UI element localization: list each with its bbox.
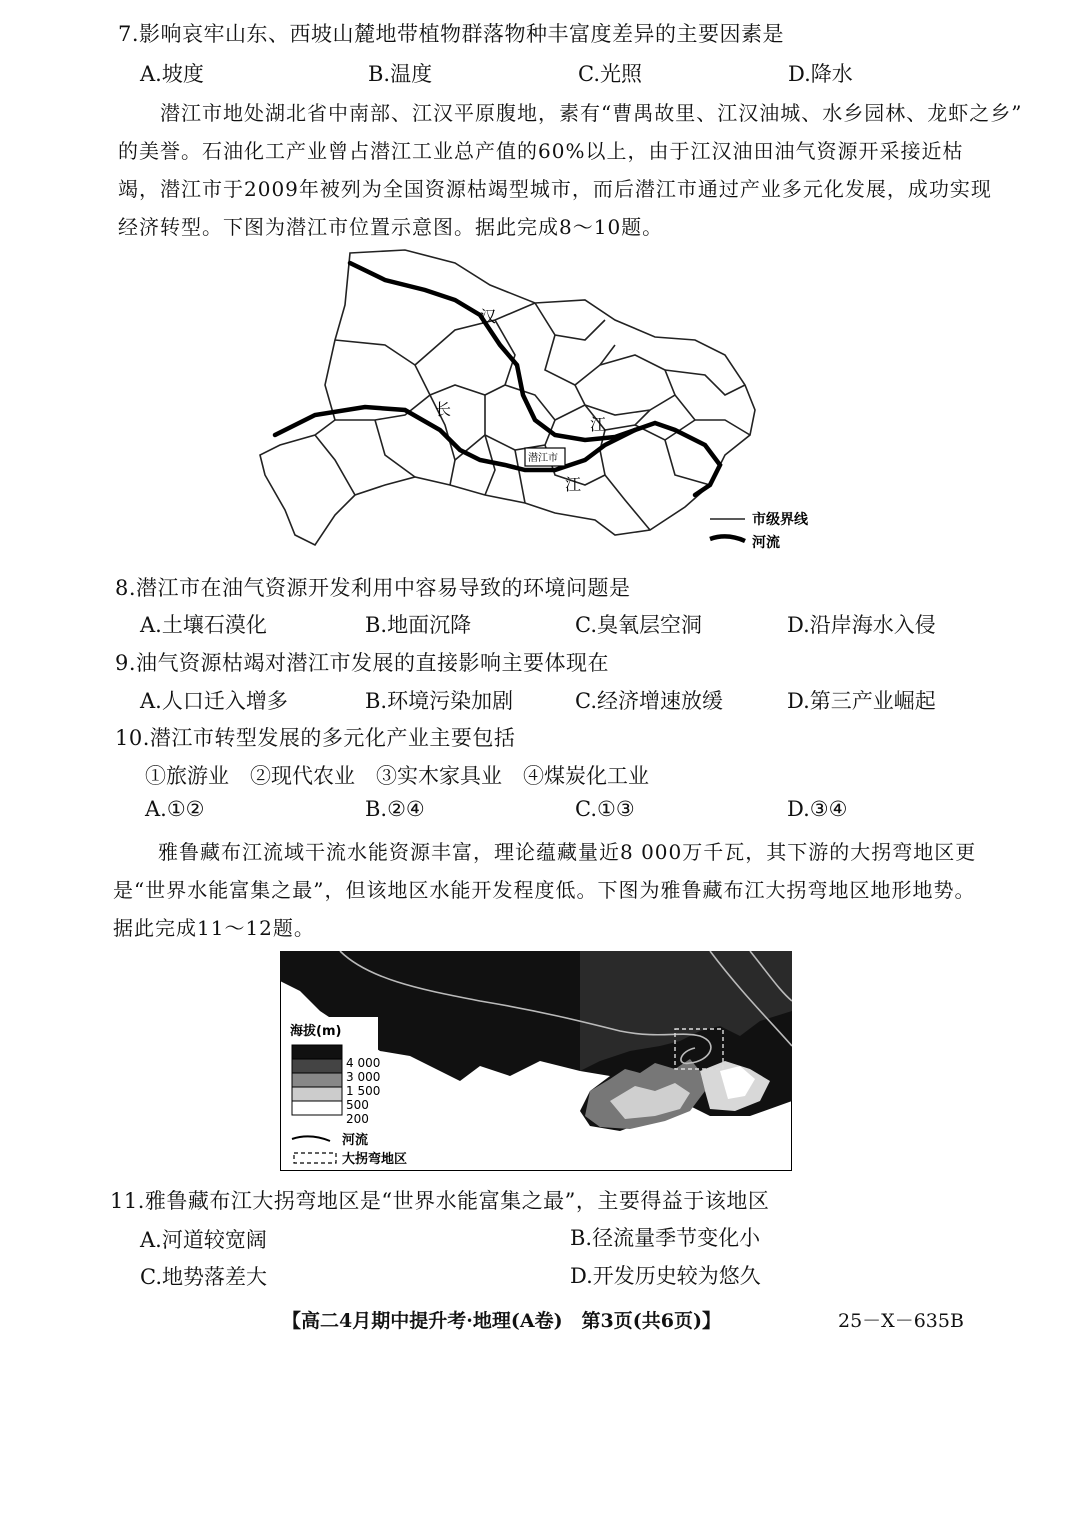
q11-option-a: A.河道较宽阔 (140, 1228, 267, 1252)
q10-option-b: B.②④ (365, 797, 425, 821)
map-label-jiang-upper: 江 (590, 415, 607, 434)
legend-swatch-3000 (292, 1059, 342, 1073)
q9-option-b: B.环境污染加剧 (365, 689, 514, 713)
province-outline (260, 250, 755, 545)
q7-option-d: D.降水 (788, 62, 853, 86)
passage1-line4: 经济转型。下图为潜江市位置示意图。据此完成8～10题。 (118, 215, 664, 239)
q8-option-b: B.地面沉降 (365, 613, 472, 637)
q11-option-d: D.开发历史较为悠久 (570, 1264, 761, 1288)
q8-option-c: C.臭氧层空洞 (575, 613, 702, 637)
great-bend-terrain-map (280, 951, 792, 1171)
legend-swatch-500 (292, 1087, 342, 1101)
map-label-qianjiang: 潜江市 (528, 453, 558, 464)
q7-option-b: B.温度 (368, 62, 433, 86)
q10-option-c: C.①③ (575, 797, 635, 821)
legend-swatch-200 (292, 1101, 342, 1115)
footer-code: 25－X－635B (838, 1310, 964, 1332)
map-label-han: 汉 (480, 307, 497, 326)
q7-option-a: A.坡度 (140, 62, 204, 86)
q9-stem: 9.油气资源枯竭对潜江市发展的直接影响主要体现在 (115, 651, 610, 675)
legend-swatch-4000 (292, 1045, 342, 1059)
passage1-line2: 的美誉。石油化工产业曾占潜江工业总产值的60%以上，由于江汉油田油气资源开采接近枯 (118, 139, 964, 163)
q9-option-a: A.人口迁入增多 (140, 689, 288, 713)
map-label-jiang-lower: 江 (565, 475, 582, 494)
q11-option-c: C.地势落差大 (140, 1265, 267, 1289)
q10-option-a: A.①② (145, 797, 205, 821)
footer-exam-info: 【高二4月期中提升考·地理(A卷) 第3页(共6页)】 (282, 1310, 721, 1332)
q11-option-b: B.径流量季节变化小 (570, 1226, 761, 1250)
passage1-line1: 潜江市地处湖北省中南部、江汉平原腹地，素有“曹禺故里、江汉油城、水乡园林、龙虾之乡” (160, 101, 1023, 125)
legend-elevation-title: 海拔(m) (290, 1024, 342, 1039)
passage2-line2: 是“世界水能富集之最”，但该地区水能开发程度低。下图为雅鲁藏布江大拐弯地区地形地势。 (113, 878, 976, 902)
legend-bend-text: 大拐弯地区 (342, 1152, 408, 1167)
q8-option-a: A.土壤石漠化 (140, 613, 267, 637)
qianjiang-location-map (255, 245, 845, 550)
q10-stem: 10.潜江市转型发展的多元化产业主要包括 (115, 726, 516, 750)
q10-items: ①旅游业 ②现代农业 ③实木家具业 ④煤炭化工业 (145, 764, 649, 788)
q9-option-c: C.经济增速放缓 (575, 689, 723, 713)
legend-swatch-1500 (292, 1073, 342, 1087)
legend-level-200: 200 (346, 1112, 369, 1126)
legend-river-text: 河流 (342, 1133, 369, 1148)
legend-level-500: 500 (346, 1098, 369, 1112)
legend-level-1500: 1 500 (346, 1084, 381, 1098)
legend-boundary-label: 市级界线 (752, 512, 808, 528)
q10-option-d: D.③④ (787, 797, 848, 821)
q8-stem: 8.潜江市在油气资源开发利用中容易导致的环境问题是 (115, 576, 631, 600)
q7-stem: 7.影响哀牢山东、西坡山麓地带植物群落物种丰富度差异的主要因素是 (118, 22, 785, 46)
passage1-line3: 竭，潜江市于2009年被列为全国资源枯竭型城市，而后潜江市通过产业多元化发展，成功实现 (118, 177, 992, 201)
map-label-chang: 长 (435, 400, 452, 419)
legend-river-symbol (710, 536, 745, 541)
q8-option-d: D.沿岸海水入侵 (787, 613, 936, 637)
legend-level-3000: 3 000 (346, 1070, 381, 1084)
passage2-line1: 雅鲁藏布江流域干流水能资源丰富，理论蕴藏量近8 000万千瓦，其下游的大拐弯地区更 (158, 840, 977, 864)
legend-level-4000: 4 000 (346, 1056, 381, 1070)
q7-option-c: C.光照 (578, 62, 642, 86)
legend-river-label: 河流 (752, 535, 780, 550)
q11-stem: 11.雅鲁藏布江大拐弯地区是“世界水能富集之最”，主要得益于该地区 (110, 1189, 770, 1213)
passage2-line3: 据此完成11～12题。 (113, 916, 315, 940)
q9-option-d: D.第三产业崛起 (787, 689, 936, 713)
